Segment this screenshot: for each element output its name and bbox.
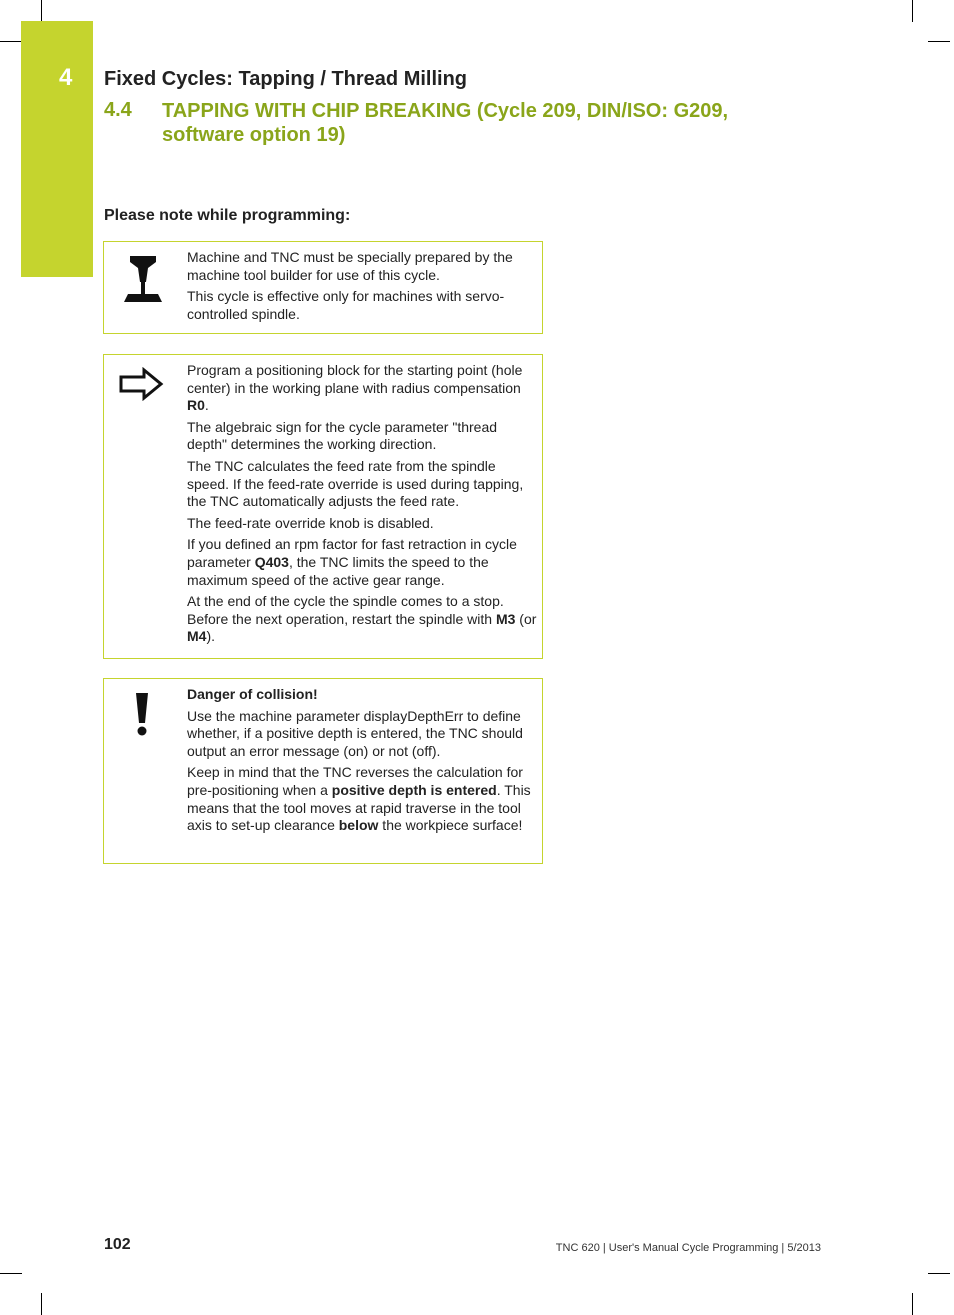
exclamation-icon bbox=[134, 691, 150, 742]
note-paragraph: This cycle is effective only for machines with servo-controlled spindle. bbox=[187, 288, 505, 322]
warning-text bbox=[187, 679, 539, 839]
note-heading: Please note while programming: bbox=[104, 207, 351, 224]
warning-heading: Danger of collision! bbox=[187, 686, 318, 702]
machine-tool-icon bbox=[118, 252, 168, 311]
note-paragraph: If you defined an rpm factor for fast retraction in cycle parameter Q403, the TNC limits the speed to the maximum speed of the active gear range. bbox=[187, 536, 517, 588]
programming-note-text bbox=[187, 355, 539, 650]
code-q403: Q403 bbox=[254, 553, 289, 570]
chapter-number: 4 bbox=[59, 64, 73, 91]
section-number: 4.4 bbox=[104, 99, 132, 121]
chapter-title: Fixed Cycles: Tapping / Thread Milling bbox=[104, 68, 468, 90]
machine-note-box bbox=[103, 241, 543, 334]
crop-mark bbox=[41, 1293, 42, 1315]
arrow-right-icon bbox=[118, 367, 164, 406]
crop-mark bbox=[41, 0, 42, 22]
note-paragraph: The TNC calculates the feed rate from the spindle speed. If the feed-rate override is used during tapping, the TNC automatically adjusts the feed rate. bbox=[187, 457, 524, 510]
note-paragraph: The feed-rate override knob is disabled. bbox=[187, 514, 434, 531]
programming-note-box bbox=[103, 354, 543, 659]
note-paragraph: Machine and TNC must be specially prepared by the machine tool builder for use of this cycle. bbox=[187, 249, 513, 283]
note-paragraph: Keep in mind that the TNC reverses the calculation for pre-positioning when a positive depth is entered. This means that the tool moves at rapid traverse in the tool axis to set-up clearance below the workpiece surface! bbox=[187, 764, 531, 834]
note-paragraph: The algebraic sign for the cycle parameter "thread depth" determines the working direction. bbox=[187, 418, 498, 453]
code-r0: R0 bbox=[187, 397, 205, 414]
chapter-tab bbox=[21, 21, 93, 277]
crop-mark bbox=[928, 1273, 950, 1274]
footer-text: TNC 620 | User's Manual Cycle Programming | 5/2013 bbox=[555, 1242, 821, 1254]
machine-note-text bbox=[187, 242, 539, 327]
code-m4: M4 bbox=[187, 628, 207, 645]
crop-mark bbox=[928, 41, 950, 42]
warning-box bbox=[103, 678, 543, 864]
page-number: 102 bbox=[104, 1236, 131, 1253]
note-paragraph: Program a positioning block for the starting point (hole center) in the working plane with radius compensation R0. bbox=[187, 362, 523, 414]
crop-mark bbox=[0, 41, 22, 42]
crop-mark bbox=[0, 1273, 22, 1274]
code-m3: M3 bbox=[495, 610, 516, 627]
crop-mark bbox=[912, 0, 913, 22]
crop-mark bbox=[912, 1293, 913, 1315]
section-title: TAPPING WITH CHIP BREAKING (Cycle 209, DIN/ISO: G209, software option 19) bbox=[162, 100, 729, 146]
note-paragraph: Use the machine parameter displayDepthErr to define whether, if a positive depth is entered, the TNC should output an error message (on) or not (off). bbox=[187, 707, 523, 759]
note-paragraph: At the end of the cycle the spindle comes to a stop. Before the next operation, restart the spindle with M3 (or M4). bbox=[187, 593, 537, 645]
